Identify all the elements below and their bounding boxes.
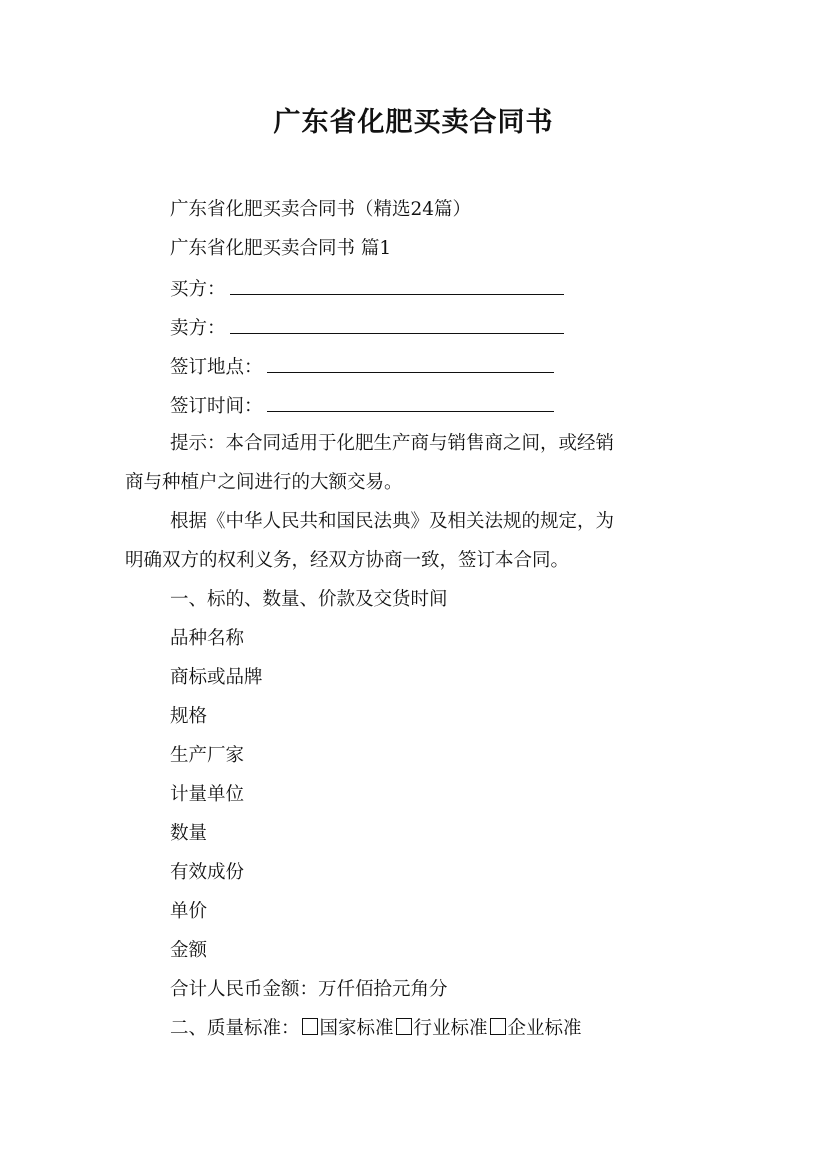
item-unit-price: 单价: [170, 901, 208, 922]
total-amount-line: 合计人民币金额：万仟佰拾元角分: [170, 979, 448, 1000]
time-label: 签订时间：: [170, 396, 263, 417]
item-unit: 计量单位: [170, 784, 245, 805]
section-2-quality-standard: [170, 1015, 582, 1043]
item-quantity: 数量: [170, 823, 208, 844]
item-trademark: 商标或品牌: [170, 667, 263, 688]
place-row: [170, 352, 554, 382]
item-specification: 规格: [170, 706, 208, 727]
section-1-heading: 一、标的、数量、价款及交货时间: [170, 589, 448, 610]
tip-paragraph-line-2: 商与种植户之间进行的大额交易。: [125, 472, 403, 493]
basis-paragraph-line-1: 根据《中华人民共和国民法典》及相关法规的规定，为: [170, 511, 615, 532]
seller-row: [170, 313, 564, 343]
national-standard-label: 国家标准: [319, 1018, 394, 1039]
time-blank-field: [267, 391, 554, 412]
tip-paragraph-line-1: 提示：本合同适用于化肥生产商与销售商之间，或经销: [170, 433, 615, 454]
document-title: 广东省化肥买卖合同书: [273, 107, 554, 138]
document-subtitle: 广东省化肥买卖合同书（精选24篇）: [170, 199, 472, 220]
enterprise-standard-checkbox[interactable]: [490, 1018, 506, 1035]
basis-paragraph-line-2: 明确双方的权利义务，经双方协商一致，签订本合同。: [125, 550, 570, 571]
seller-blank-field: [230, 313, 564, 334]
item-manufacturer: 生产厂家: [170, 745, 245, 766]
place-blank-field: [267, 352, 554, 373]
item-variety-name: 品种名称: [170, 628, 245, 649]
article-heading: 广东省化肥买卖合同书 篇1: [170, 238, 392, 259]
industry-standard-label: 行业标准: [413, 1018, 488, 1039]
seller-label: 卖方：: [170, 318, 226, 339]
buyer-label: 买方：: [170, 279, 226, 300]
item-active-ingredient: 有效成份: [170, 862, 245, 883]
section-2-label: 二、质量标准：: [170, 1018, 300, 1039]
item-amount: 金额: [170, 940, 208, 961]
buyer-blank-field: [230, 274, 564, 295]
buyer-row: [170, 274, 564, 304]
national-standard-checkbox[interactable]: [302, 1018, 318, 1035]
time-row: [170, 391, 554, 421]
place-label: 签订地点：: [170, 357, 263, 378]
enterprise-standard-label: 企业标准: [507, 1018, 582, 1039]
industry-standard-checkbox[interactable]: [396, 1018, 412, 1035]
